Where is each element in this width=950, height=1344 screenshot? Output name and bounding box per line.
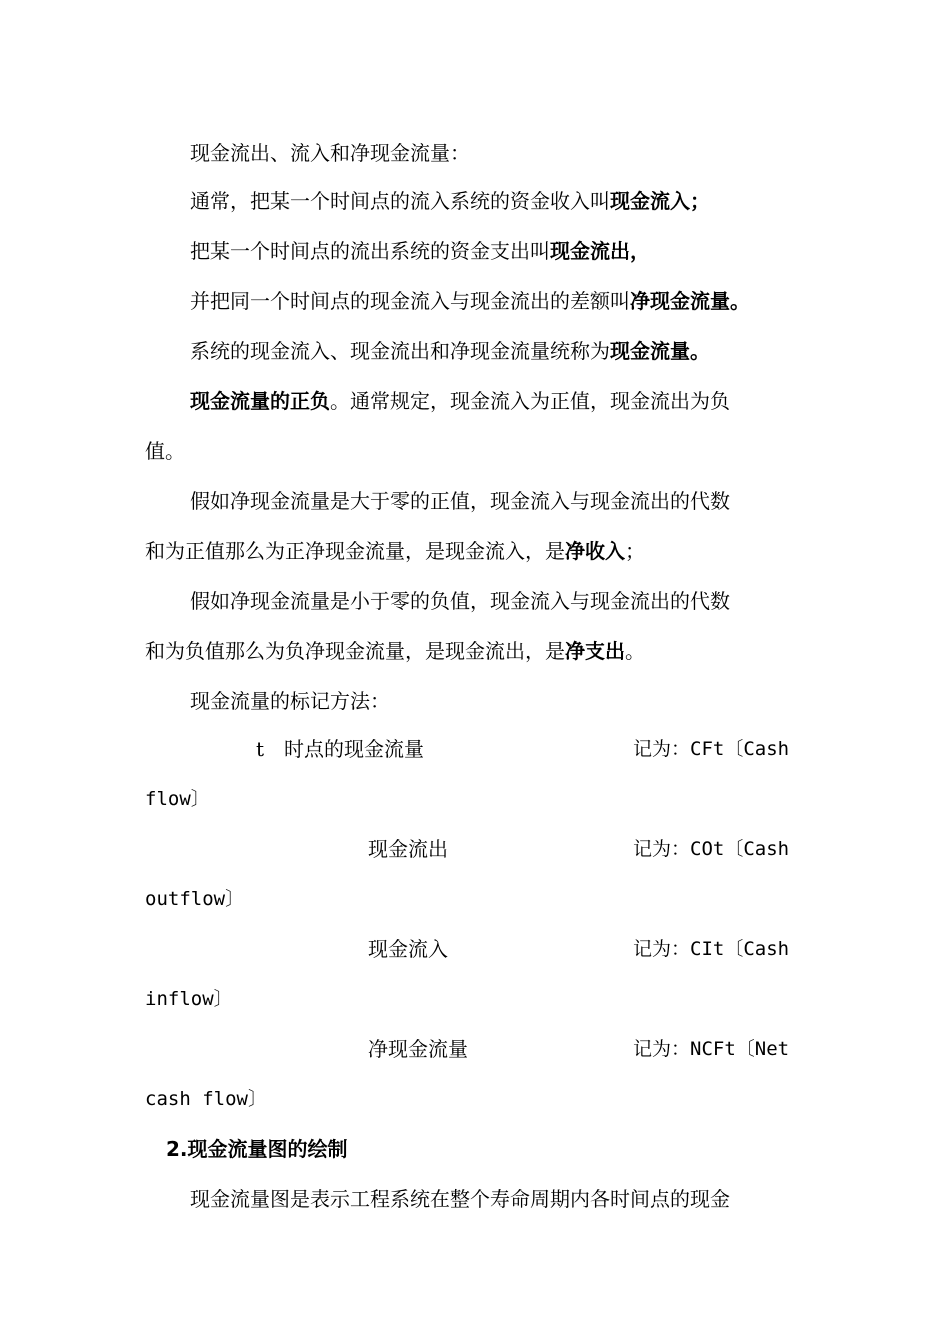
paragraph-net-cash-flow-def: 并把同一个时间点的现金流入与现金流出的差额叫净现金流量。 bbox=[190, 289, 750, 313]
paragraph-cash-inflow-def: 通常，把某一个时间点的流入系统的资金收入叫现金流入； bbox=[190, 189, 710, 213]
paragraph-sign-convention-cont: 值。 bbox=[145, 439, 185, 463]
paragraph-positive-net: 假如净现金流量是大于零的正值，现金流入与现金流出的代数 bbox=[190, 489, 730, 513]
notation-record-cont: flow〕 bbox=[145, 788, 210, 810]
notation-term: 净现金流量 bbox=[368, 1037, 468, 1061]
paragraph-cash-flow-def: 系统的现金流入、现金流出和净现金流量统称为现金流量。 bbox=[190, 339, 710, 363]
paragraph-negative-net: 假如净现金流量是小于零的负值，现金流入与现金流出的代数 bbox=[190, 589, 730, 613]
notation-record: 记为：CFt〔Cash bbox=[633, 738, 790, 760]
paragraph-notation-intro: 现金流量的标记方法： bbox=[190, 689, 390, 713]
paragraph-intro: 现金流出、流入和净现金流量： bbox=[190, 141, 470, 165]
notation-term: 现金流出 bbox=[368, 837, 448, 861]
notation-record: 记为：CIt〔Cash bbox=[633, 938, 790, 960]
notation-record-cont: outflow〕 bbox=[145, 888, 245, 910]
notation-record-cont: inflow〕 bbox=[145, 988, 233, 1010]
notation-record: 记为：COt〔Cash bbox=[633, 838, 790, 860]
notation-record: 记为：NCFt〔Net bbox=[633, 1038, 790, 1060]
section-body: 现金流量图是表示工程系统在整个寿命周期内各时间点的现金 bbox=[190, 1187, 730, 1211]
paragraph-sign-convention: 现金流量的正负。通常规定，现金流入为正值，现金流出为负 bbox=[190, 389, 730, 413]
notation-term: t 时点的现金流量 bbox=[256, 737, 425, 761]
notation-term: 现金流入 bbox=[368, 937, 448, 961]
section-heading: 2.现金流量图的绘制 bbox=[166, 1137, 348, 1161]
notation-record-cont: cash flow〕 bbox=[145, 1088, 267, 1110]
paragraph-cash-outflow-def: 把某一个时间点的流出系统的资金支出叫现金流出， bbox=[190, 239, 650, 263]
paragraph-negative-net-cont: 和为负值那么为负净现金流量，是现金流出，是净支出。 bbox=[145, 639, 645, 663]
paragraph-positive-net-cont: 和为正值那么为正净现金流量，是现金流入，是净收入； bbox=[145, 539, 645, 563]
